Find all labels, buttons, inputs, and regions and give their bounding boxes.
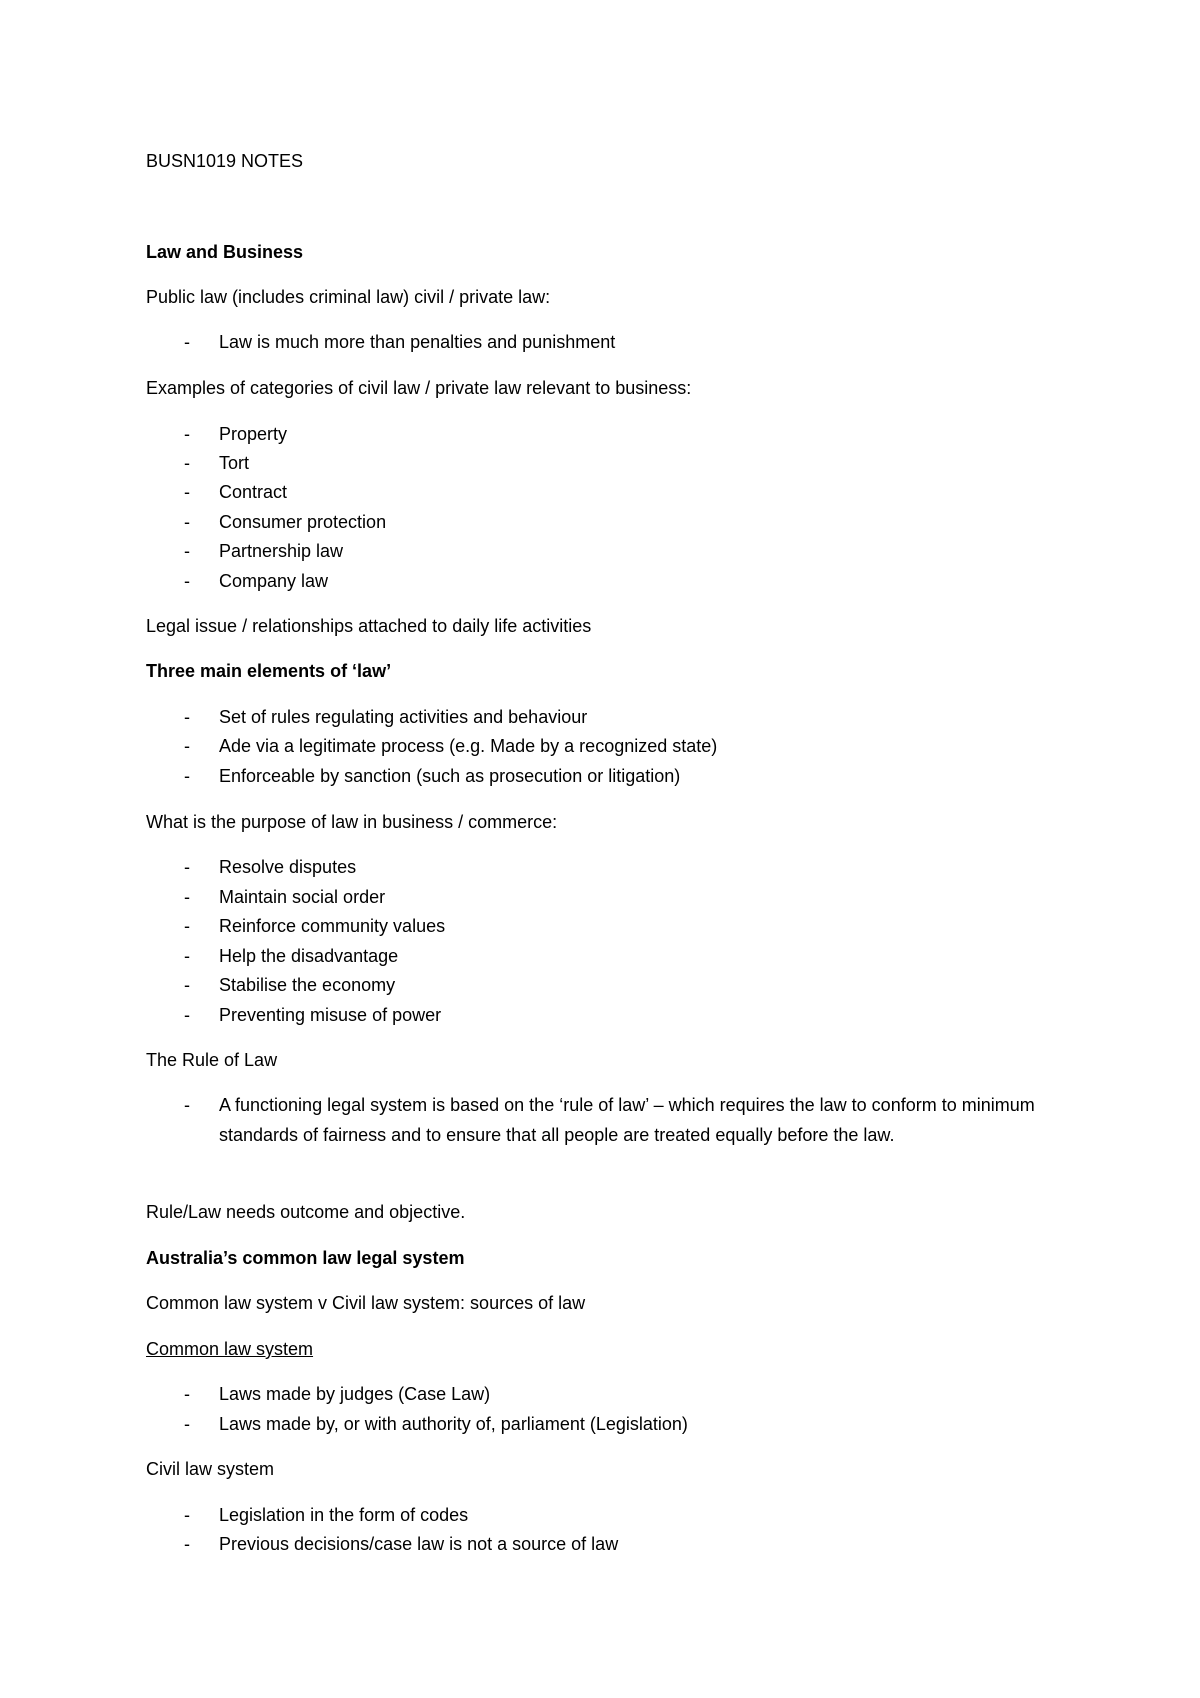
bullet-dash: - — [184, 1005, 190, 1025]
purpose-label: What is the purpose of law in business / commerce: — [146, 812, 558, 832]
bullet-dash: - — [184, 766, 190, 786]
bullet-dash: - — [184, 1384, 190, 1404]
bullet-dash: - — [184, 1505, 190, 1525]
section-heading-law-business: Law and Business — [146, 242, 304, 262]
bullet-dash: - — [184, 424, 190, 444]
section-heading-three-elements: Three main elements of ‘law’ — [146, 661, 392, 681]
bullet-dash: - — [184, 857, 190, 877]
public-law-intro: Public law (includes criminal law) civil / private law: — [146, 287, 551, 307]
bullet-dash: - — [184, 1534, 190, 1554]
bullet-dash: - — [184, 916, 190, 936]
bullet-dash: - — [184, 482, 190, 502]
bullet-dash: - — [184, 1095, 190, 1115]
section-heading-australia: Australia’s common law legal system — [146, 1248, 465, 1268]
bullet-dash: - — [184, 736, 190, 756]
bullet-dash: - — [184, 707, 190, 727]
rule-of-law-label: The Rule of Law — [146, 1050, 278, 1070]
document-page: BUSN1019 NOTES Law and Business Public law (includes criminal law) civil / private law: - Law is much more than penalties and punishment Examples of categories of civil law / private law relevant to business: - Property - Tort - Contract - Consumer protection - Partnership law - Company law Legal issue / relationships attached to daily life activities Three main elements of ‘law’ - Set of rules regulating activities and behaviour - Ade via a legitimate process (e.g. Made by a recognized state) - Enforceable by sanction (such as prosecution or litigation) What is the purpose of law in business / commerce: - Resolve disputes - Maintain social order - Reinforce community values - Help the disadvantage - Stabilise the economy - Preventing misuse of power The Rule of Law - A functioning legal system is based on the ‘rule of law’ – which requires the law to conform to minimum standards of fairness and to ensure that all people are treated equally before the law. Rule/Law needs outcome and objective. Australia’s common law legal system Common law system v Civil law system: sources of law Common law system - Laws made by judges (Case Law) - Laws made by, or with authority of, parliament (Legislation) Civil law system - Legislation in the form of codes - Previous decisions/case law is not a source of law — [0, 0, 1200, 1698]
common-law-label: Common law system — [146, 1339, 314, 1359]
comparison-text: Common law system v Civil law system: sources of law — [146, 1293, 586, 1313]
civil-law-label: Civil law system — [146, 1459, 275, 1479]
bullet-dash: - — [184, 975, 190, 995]
bullet-dash: - — [184, 453, 190, 473]
bullet-dash: - — [184, 946, 190, 966]
bullet-dash: - — [184, 571, 190, 591]
bullet-dash: - — [184, 887, 190, 907]
document-title: BUSN1019 NOTES — [146, 151, 304, 171]
rule-law-note: Rule/Law needs outcome and objective. — [146, 1202, 466, 1222]
bullet-dash: - — [184, 332, 190, 352]
bullet-dash: - — [184, 512, 190, 532]
bullet-dash: - — [184, 541, 190, 561]
examples-label: Examples of categories of civil law / private law relevant to business: — [146, 378, 692, 398]
bullet-dash: - — [184, 1414, 190, 1434]
legal-issue-text: Legal issue / relationships attached to daily life activities — [146, 616, 592, 636]
